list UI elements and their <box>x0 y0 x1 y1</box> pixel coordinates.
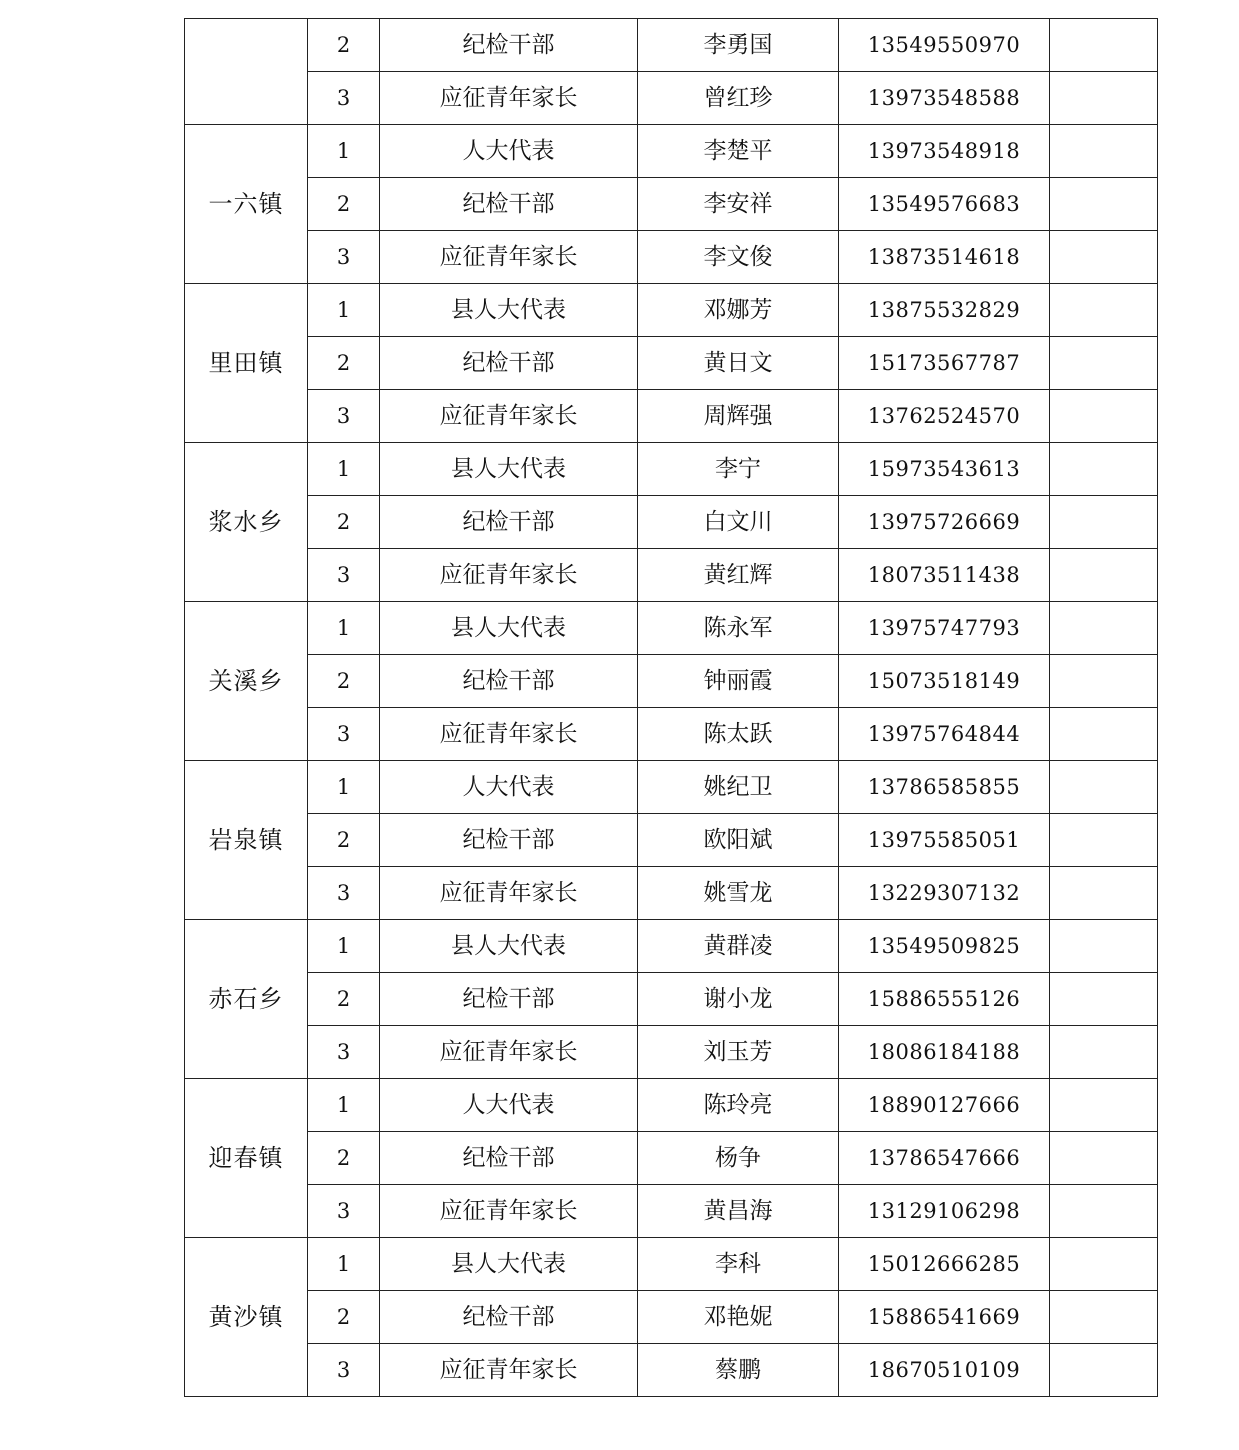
row-number: 3 <box>308 867 380 920</box>
role-cell: 应征青年家长 <box>380 72 638 125</box>
row-number: 3 <box>308 231 380 284</box>
phone-cell: 15012666285 <box>839 1238 1050 1291</box>
row-number: 2 <box>308 973 380 1026</box>
phone-cell: 13975726669 <box>839 496 1050 549</box>
town-cell <box>185 19 308 125</box>
table-row <box>185 867 1158 920</box>
role-cell: 纪检干部 <box>380 337 638 390</box>
name-cell: 李宁 <box>638 443 839 496</box>
role-cell: 县人大代表 <box>380 284 638 337</box>
table-row <box>185 337 1158 390</box>
phone-cell: 18670510109 <box>839 1344 1050 1397</box>
name-cell: 白文川 <box>638 496 839 549</box>
phone-cell: 15073518149 <box>839 655 1050 708</box>
name-cell: 黄红辉 <box>638 549 839 602</box>
row-number: 3 <box>308 1026 380 1079</box>
role-cell: 应征青年家长 <box>380 549 638 602</box>
row-number: 2 <box>308 655 380 708</box>
remark-cell <box>1050 1132 1158 1185</box>
table-row <box>185 178 1158 231</box>
remark-cell <box>1050 19 1158 72</box>
name-cell: 黄昌海 <box>638 1185 839 1238</box>
name-cell: 刘玉芳 <box>638 1026 839 1079</box>
row-number: 3 <box>308 1344 380 1397</box>
role-cell: 纪检干部 <box>380 496 638 549</box>
name-cell: 曾红珍 <box>638 72 839 125</box>
remark-cell <box>1050 920 1158 973</box>
row-number: 2 <box>308 1291 380 1344</box>
remark-cell <box>1050 1291 1158 1344</box>
remark-cell <box>1050 655 1158 708</box>
name-cell: 周辉强 <box>638 390 839 443</box>
phone-cell: 13129106298 <box>839 1185 1050 1238</box>
phone-cell: 13786585855 <box>839 761 1050 814</box>
town-cell: 浆水乡 <box>185 443 308 602</box>
row-number: 3 <box>308 549 380 602</box>
table-row <box>185 284 1158 337</box>
role-cell: 人大代表 <box>380 125 638 178</box>
name-cell: 陈太跃 <box>638 708 839 761</box>
table-row <box>185 1185 1158 1238</box>
town-cell: 关溪乡 <box>185 602 308 761</box>
name-cell: 姚雪龙 <box>638 867 839 920</box>
phone-cell: 15886555126 <box>839 973 1050 1026</box>
remark-cell <box>1050 1344 1158 1397</box>
phone-cell: 13762524570 <box>839 390 1050 443</box>
phone-cell: 18073511438 <box>839 549 1050 602</box>
phone-cell: 13975585051 <box>839 814 1050 867</box>
town-cell: 赤石乡 <box>185 920 308 1079</box>
role-cell: 县人大代表 <box>380 602 638 655</box>
town-cell: 岩泉镇 <box>185 761 308 920</box>
name-cell: 黄群凌 <box>638 920 839 973</box>
table-row <box>185 761 1158 814</box>
remark-cell <box>1050 72 1158 125</box>
row-number: 3 <box>308 708 380 761</box>
remark-cell <box>1050 973 1158 1026</box>
phone-cell: 13975764844 <box>839 708 1050 761</box>
role-cell: 纪检干部 <box>380 973 638 1026</box>
name-cell: 欧阳斌 <box>638 814 839 867</box>
role-cell: 纪检干部 <box>380 655 638 708</box>
table-row <box>185 920 1158 973</box>
role-cell: 纪检干部 <box>380 19 638 72</box>
table-row <box>185 708 1158 761</box>
name-cell: 蔡鹏 <box>638 1344 839 1397</box>
name-cell: 谢小龙 <box>638 973 839 1026</box>
table-row <box>185 1026 1158 1079</box>
table-row <box>185 231 1158 284</box>
phone-cell: 13875532829 <box>839 284 1050 337</box>
remark-cell <box>1050 178 1158 231</box>
phone-cell: 13973548918 <box>839 125 1050 178</box>
role-cell: 应征青年家长 <box>380 231 638 284</box>
row-number: 2 <box>308 496 380 549</box>
table-row <box>185 443 1158 496</box>
table-body <box>185 19 1158 1397</box>
role-cell: 县人大代表 <box>380 920 638 973</box>
phone-cell: 15173567787 <box>839 337 1050 390</box>
role-cell: 应征青年家长 <box>380 1026 638 1079</box>
row-number: 2 <box>308 337 380 390</box>
remark-cell <box>1050 549 1158 602</box>
phone-cell: 18890127666 <box>839 1079 1050 1132</box>
remark-cell <box>1050 496 1158 549</box>
phone-cell: 13973548588 <box>839 72 1050 125</box>
remark-cell <box>1050 284 1158 337</box>
name-cell: 姚纪卫 <box>638 761 839 814</box>
remark-cell <box>1050 708 1158 761</box>
name-cell: 邓艳妮 <box>638 1291 839 1344</box>
name-cell: 李楚平 <box>638 125 839 178</box>
table-row <box>185 1291 1158 1344</box>
row-number: 3 <box>308 1185 380 1238</box>
role-cell: 纪检干部 <box>380 814 638 867</box>
table-row <box>185 125 1158 178</box>
row-number: 3 <box>308 390 380 443</box>
role-cell: 应征青年家长 <box>380 867 638 920</box>
row-number: 2 <box>308 19 380 72</box>
town-cell: 一六镇 <box>185 125 308 284</box>
role-cell: 应征青年家长 <box>380 708 638 761</box>
name-cell: 陈永军 <box>638 602 839 655</box>
phone-cell: 13549576683 <box>839 178 1050 231</box>
phone-cell: 18086184188 <box>839 1026 1050 1079</box>
remark-cell <box>1050 443 1158 496</box>
role-cell: 人大代表 <box>380 761 638 814</box>
table-row <box>185 1238 1158 1291</box>
remark-cell <box>1050 231 1158 284</box>
name-cell: 李安祥 <box>638 178 839 231</box>
table-row <box>185 549 1158 602</box>
row-number: 1 <box>308 284 380 337</box>
table-row <box>185 1344 1158 1397</box>
table-row <box>185 1079 1158 1132</box>
town-cell: 里田镇 <box>185 284 308 443</box>
table-row <box>185 496 1158 549</box>
phone-cell: 13549550970 <box>839 19 1050 72</box>
table-row <box>185 655 1158 708</box>
row-number: 2 <box>308 178 380 231</box>
table-row <box>185 19 1158 72</box>
role-cell: 应征青年家长 <box>380 390 638 443</box>
role-cell: 人大代表 <box>380 1079 638 1132</box>
remark-cell <box>1050 337 1158 390</box>
remark-cell <box>1050 761 1158 814</box>
name-cell: 钟丽霞 <box>638 655 839 708</box>
role-cell: 纪检干部 <box>380 178 638 231</box>
row-number: 1 <box>308 125 380 178</box>
name-cell: 邓娜芳 <box>638 284 839 337</box>
table-row <box>185 814 1158 867</box>
role-cell: 应征青年家长 <box>380 1185 638 1238</box>
name-cell: 黄日文 <box>638 337 839 390</box>
remark-cell <box>1050 1026 1158 1079</box>
table-row <box>185 1132 1158 1185</box>
remark-cell <box>1050 814 1158 867</box>
phone-cell: 15973543613 <box>839 443 1050 496</box>
role-cell: 纪检干部 <box>380 1291 638 1344</box>
table-row <box>185 72 1158 125</box>
name-cell: 杨争 <box>638 1132 839 1185</box>
role-cell: 纪检干部 <box>380 1132 638 1185</box>
phone-cell: 13975747793 <box>839 602 1050 655</box>
table-row <box>185 390 1158 443</box>
table-row <box>185 602 1158 655</box>
row-number: 2 <box>308 1132 380 1185</box>
row-number: 1 <box>308 920 380 973</box>
phone-cell: 13786547666 <box>839 1132 1050 1185</box>
role-cell: 县人大代表 <box>380 443 638 496</box>
remark-cell <box>1050 1238 1158 1291</box>
phone-cell: 15886541669 <box>839 1291 1050 1344</box>
remark-cell <box>1050 125 1158 178</box>
town-cell: 黄沙镇 <box>185 1238 308 1397</box>
row-number: 1 <box>308 1238 380 1291</box>
row-number: 1 <box>308 443 380 496</box>
role-cell: 应征青年家长 <box>380 1344 638 1397</box>
remark-cell <box>1050 1185 1158 1238</box>
town-cell: 迎春镇 <box>185 1079 308 1238</box>
remark-cell <box>1050 602 1158 655</box>
table-row <box>185 973 1158 1026</box>
remark-cell <box>1050 390 1158 443</box>
row-number: 1 <box>308 1079 380 1132</box>
role-cell: 县人大代表 <box>380 1238 638 1291</box>
phone-cell: 13873514618 <box>839 231 1050 284</box>
phone-cell: 13229307132 <box>839 867 1050 920</box>
row-number: 1 <box>308 602 380 655</box>
name-cell: 李勇国 <box>638 19 839 72</box>
name-cell: 李文俊 <box>638 231 839 284</box>
row-number: 1 <box>308 761 380 814</box>
row-number: 2 <box>308 814 380 867</box>
phone-cell: 13549509825 <box>839 920 1050 973</box>
row-number: 3 <box>308 72 380 125</box>
supervisor-table <box>184 18 1158 1397</box>
name-cell: 李科 <box>638 1238 839 1291</box>
remark-cell <box>1050 1079 1158 1132</box>
name-cell: 陈玲亮 <box>638 1079 839 1132</box>
remark-cell <box>1050 867 1158 920</box>
